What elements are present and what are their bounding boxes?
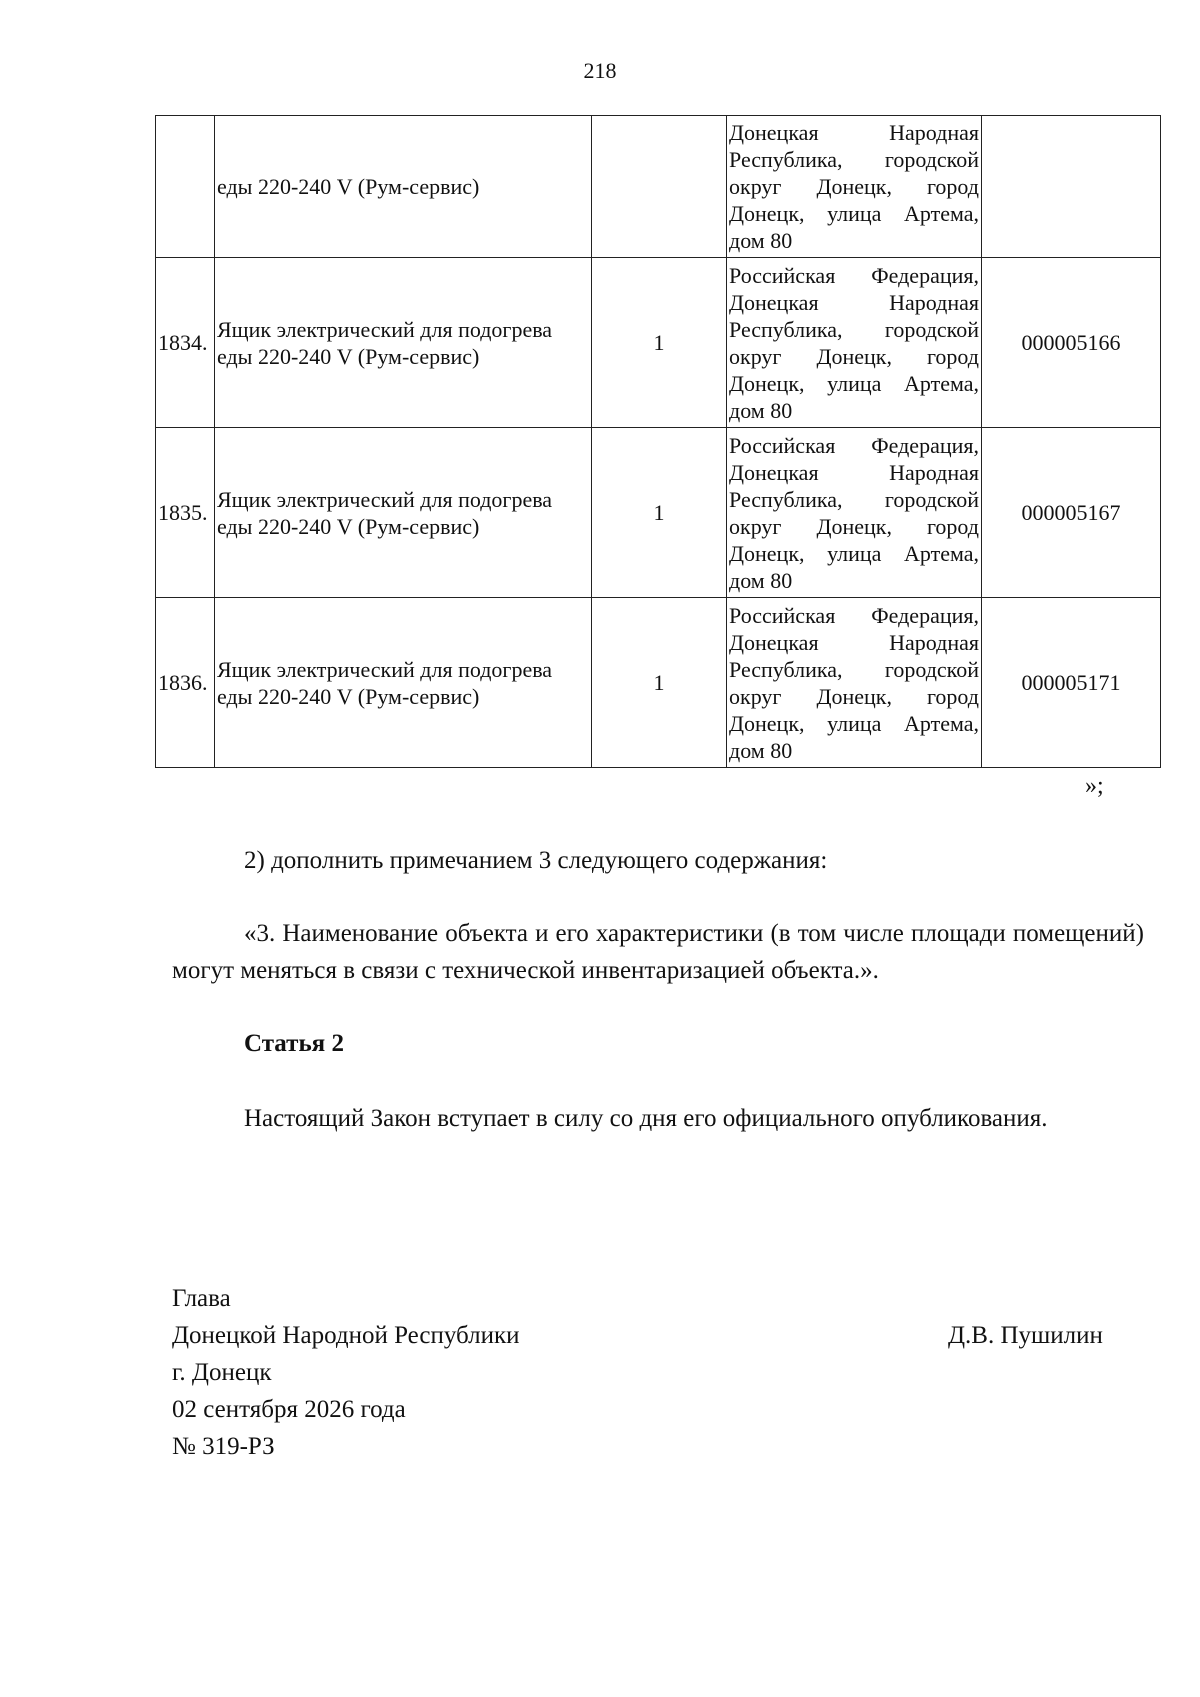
item-address: Донецкая Народная Республика, городской округ Донецк, город Донецк, улица Артема, дом 80 — [727, 116, 982, 258]
signature-date: 02 сентября 2026 года — [172, 1396, 406, 1423]
item-address: Российская Федерация, Донецкая Народная Республика, городской округ Донецк, город Донецк, улица Артема, дом 80 — [727, 258, 982, 428]
signature-title-line1: Глава — [172, 1285, 231, 1312]
row-number: 1835. — [156, 428, 215, 598]
row-number: 1834. — [156, 258, 215, 428]
inventory-number: 000005171 — [982, 598, 1161, 768]
law-number: № 319-РЗ — [172, 1433, 275, 1460]
inventory-number — [982, 116, 1161, 258]
item-quantity: 1 — [592, 598, 727, 768]
item-quantity: 1 — [592, 428, 727, 598]
amendment-item-2: 2) дополнить примечанием 3 следующего содержания: — [244, 847, 828, 874]
signature-title-line2: Донецкой Народной Республики — [172, 1322, 520, 1349]
item-quantity — [592, 116, 727, 258]
item-name: Ящик электрический для подогрева еды 220-240 V (Рум-сервис) — [215, 428, 592, 598]
article-heading: Статья 2 — [244, 1030, 344, 1057]
item-name: Ящик электрический для подогрева еды 220-240 V (Рум-сервис) — [215, 258, 592, 428]
item-address: Российская Федерация, Донецкая Народная Республика, городской округ Донецк, город Донецк, улица Артема, дом 80 — [727, 428, 982, 598]
inventory-number: 000005166 — [982, 258, 1161, 428]
item-name: еды 220-240 V (Рум-сервис) — [215, 116, 592, 258]
signer-name: Д.В. Пушилин — [948, 1322, 1103, 1349]
row-number: 1836. — [156, 598, 215, 768]
item-name: Ящик электрический для подогрева еды 220-240 V (Рум-сервис) — [215, 598, 592, 768]
row-number — [156, 116, 215, 258]
table-row — [156, 258, 1161, 428]
note-3-text: «3. Наименование объекта и его характеристики (в том числе площади помещений) могут меняться в связи с технической инвентаризацией объекта.». — [172, 920, 1144, 984]
table-row — [156, 116, 1161, 258]
property-table — [155, 115, 1161, 768]
item-quantity: 1 — [592, 258, 727, 428]
signature-city: г. Донецк — [172, 1359, 272, 1386]
page-number: 218 — [583, 58, 617, 83]
article-text: Настоящий Закон вступает в силу со дня его официального опубликования. — [244, 1105, 1048, 1132]
inventory-number: 000005167 — [982, 428, 1161, 598]
table-row — [156, 598, 1161, 768]
closing-quote: »; — [1085, 773, 1104, 799]
item-address: Российская Федерация, Донецкая Народная Республика, городской округ Донецк, город Донецк, улица Артема, дом 80 — [727, 598, 982, 768]
table-row — [156, 428, 1161, 598]
